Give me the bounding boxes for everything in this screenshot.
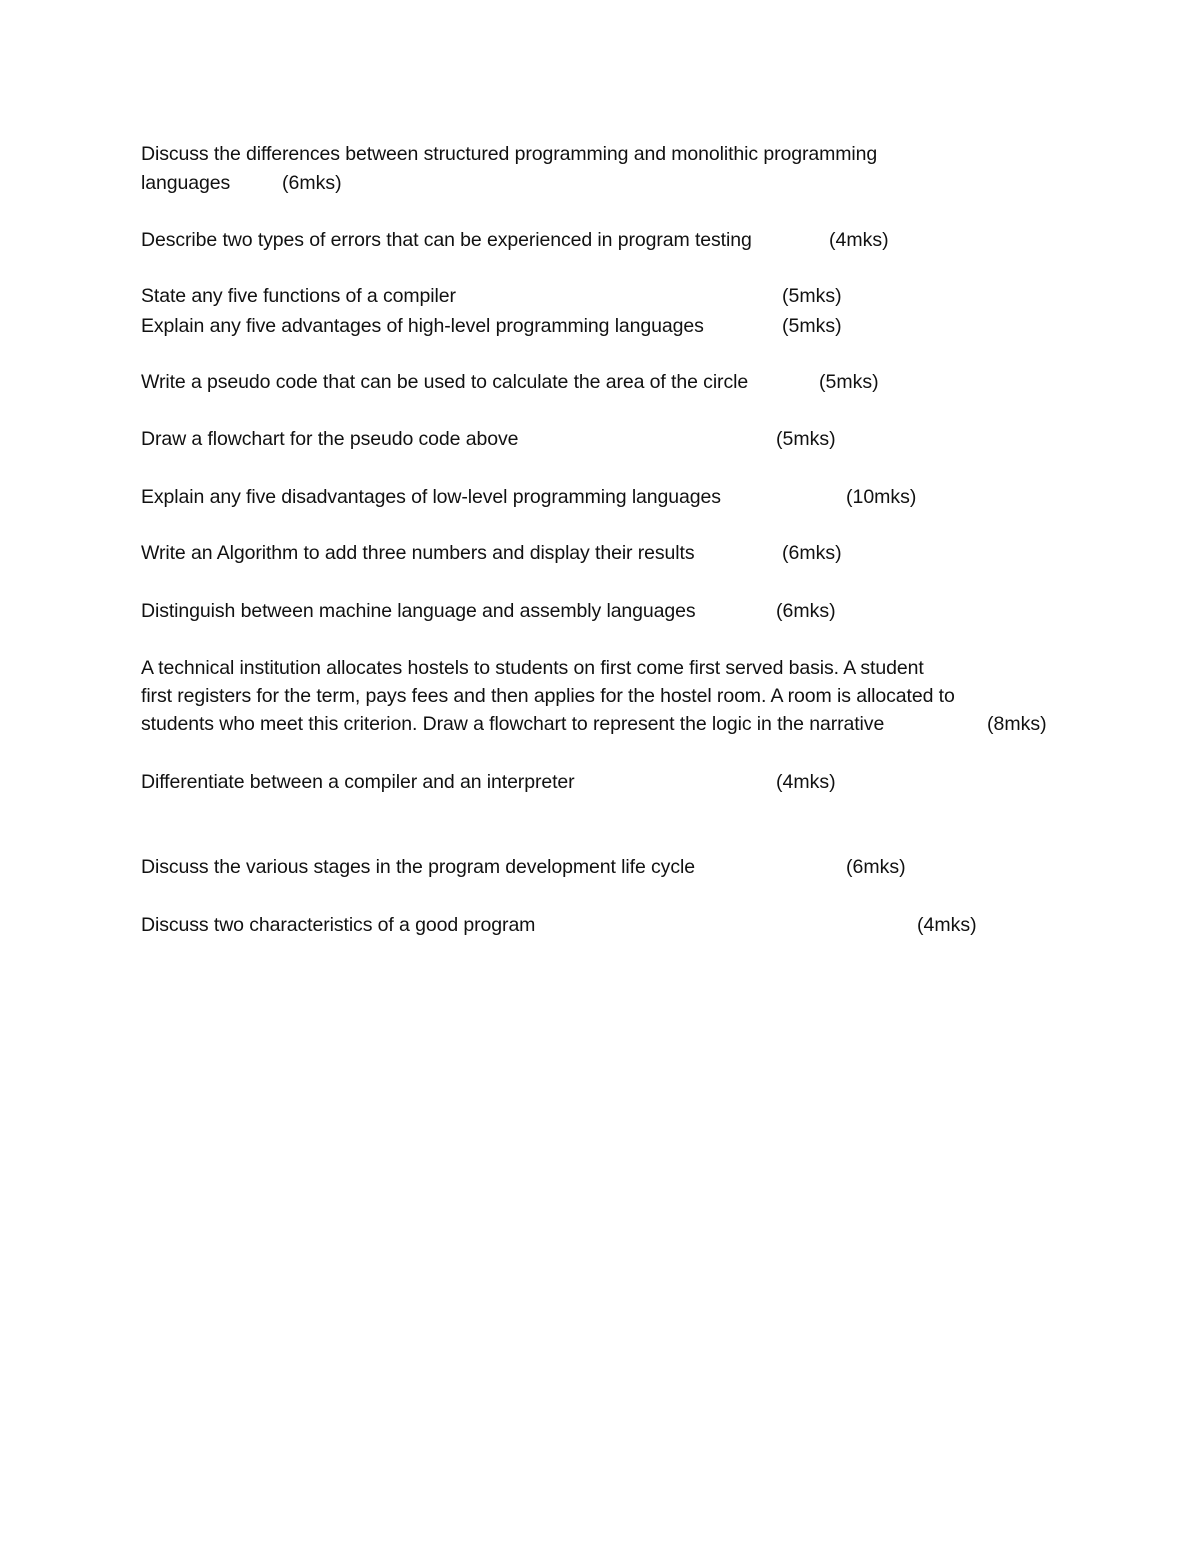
question-text: Distinguish between machine language and assembly languages xyxy=(141,600,696,622)
marks-label: (5mks) xyxy=(782,315,842,337)
marks-label: (5mks) xyxy=(782,285,842,307)
marks-label: (6mks) xyxy=(282,172,342,194)
marks-label: (6mks) xyxy=(846,856,906,878)
marks-label: (4mks) xyxy=(776,771,836,793)
question-text: students who meet this criterion. Draw a flowchart to represent the logic in the narrative xyxy=(141,713,885,735)
question-text: first registers for the term, pays fees and then applies for the hostel room. A room is allocated to xyxy=(141,685,955,707)
question-text: Discuss two characteristics of a good program xyxy=(141,914,536,936)
marks-label: (4mks) xyxy=(917,914,977,936)
marks-label: (8mks) xyxy=(987,713,1047,735)
question-text: Differentiate between a compiler and an interpreter xyxy=(141,771,575,793)
question-text: languages xyxy=(141,172,231,194)
marks-label: (4mks) xyxy=(829,229,889,251)
marks-label: (5mks) xyxy=(776,428,836,450)
marks-label: (6mks) xyxy=(782,542,842,564)
marks-label: (6mks) xyxy=(776,600,836,622)
question-text: Write a pseudo code that can be used to calculate the area of the circle xyxy=(141,371,749,393)
question-text: State any five functions of a compiler xyxy=(141,285,456,307)
question-text: Write an Algorithm to add three numbers and display their results xyxy=(141,542,695,564)
question-text: Describe two types of errors that can be experienced in program testing xyxy=(141,229,752,251)
marks-label: (10mks) xyxy=(846,486,917,508)
question-text: Explain any five advantages of high-level programming languages xyxy=(141,315,704,337)
question-text: Draw a flowchart for the pseudo code above xyxy=(141,428,519,450)
marks-label: (5mks) xyxy=(819,371,879,393)
question-text: A technical institution allocates hostels to students on first come first served basis. A student xyxy=(141,657,924,679)
question-text: Discuss the various stages in the program development life cycle xyxy=(141,856,695,878)
question-text: Discuss the differences between structured programming and monolithic programming xyxy=(141,143,878,165)
question-text: Explain any five disadvantages of low-level programming languages xyxy=(141,486,721,508)
